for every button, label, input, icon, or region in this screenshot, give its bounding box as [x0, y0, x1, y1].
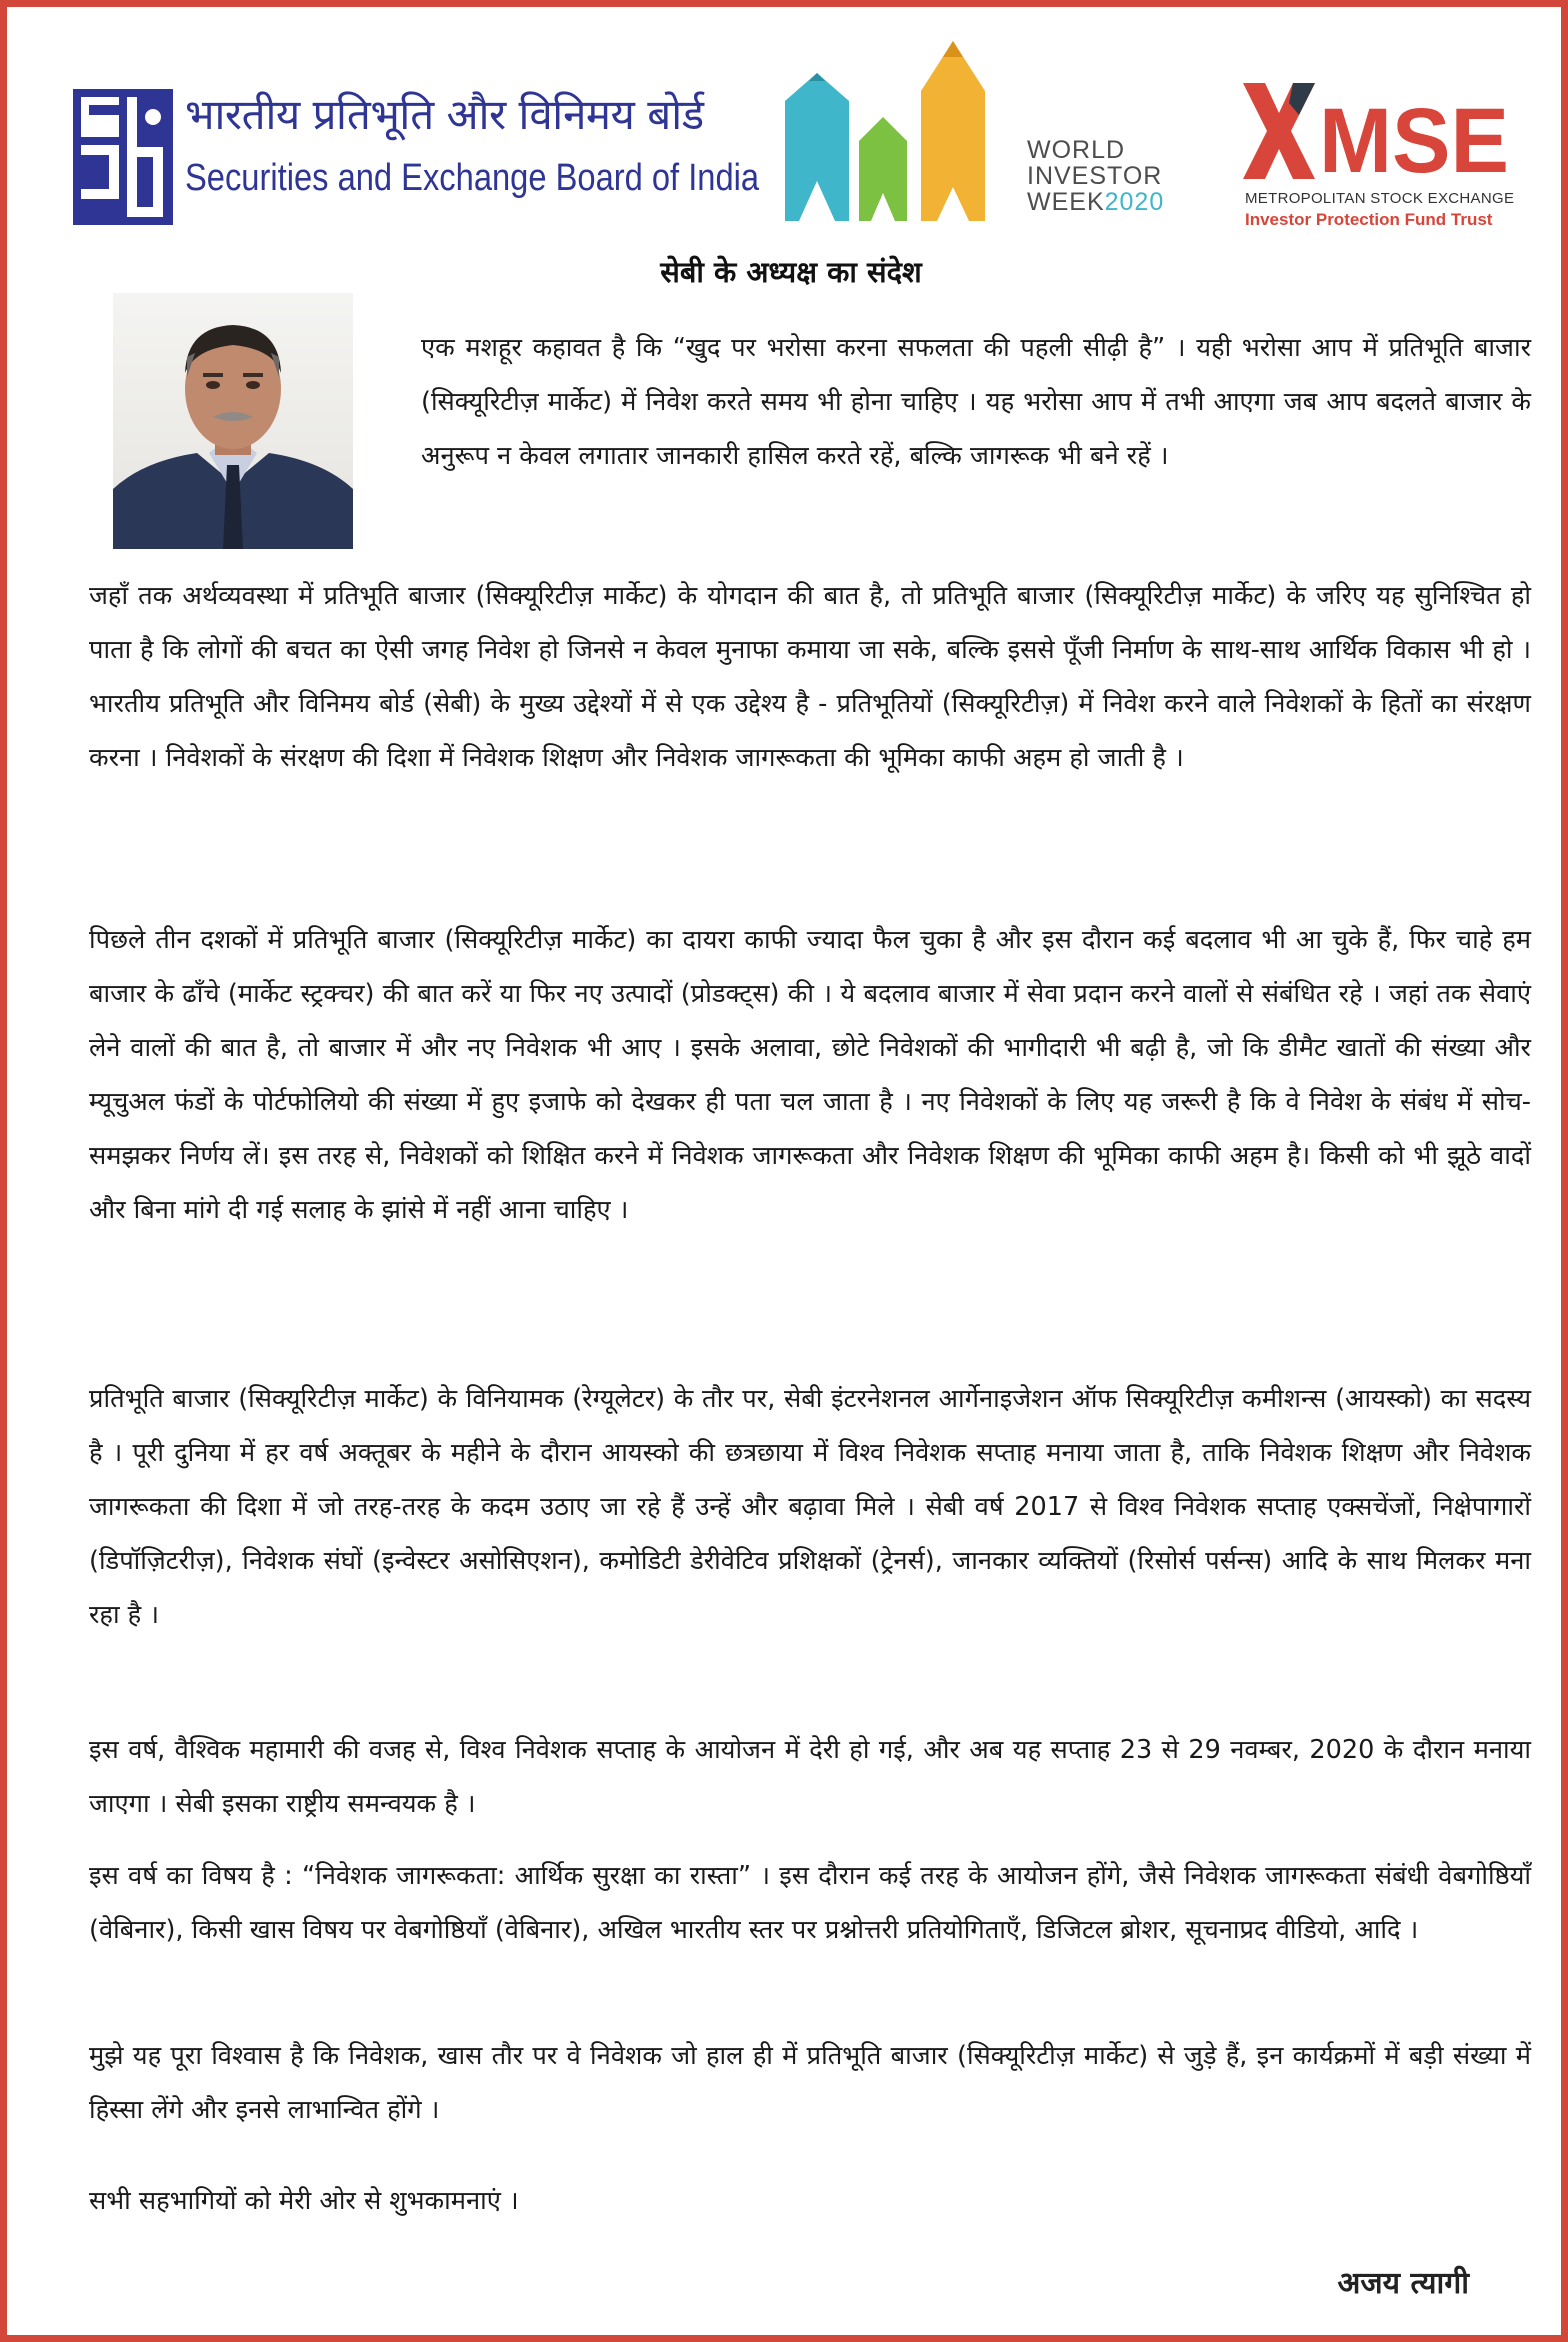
mse-logo-icon [1243, 79, 1513, 184]
mse-fund-trust: Investor Protection Fund Trust [1245, 210, 1493, 229]
page-title: सेबी के अध्यक्ष का संदेश [660, 255, 922, 289]
sebi-name [185, 87, 853, 203]
wiw-year: 2020 [1104, 188, 1165, 216]
wiw-line-2: INVESTOR [1027, 162, 1163, 190]
world-investor-week-text [1027, 137, 1164, 215]
message-paragraph-3: पिछले तीन दशकों में प्रतिभूति बाजार (सिक्यूरिटीज़ मार्केट) का दायरा काफी ज्यादा फैल चुका है और इस दौरान कई बदलाव भी आ चुके हैं, फिर चाहे हम बाजार के ढाँचे (मार्केट स्ट्रक्चर) की बात करें या फिर नए उत्पादों (प्रोडक्ट्स) की । ये बदलाव बाजार में सेवा प्रदान करने वालों से संबंधित रहे । जहां तक सेवाएं लेने वालों की बात है, तो बाजार में और नए निवेशक भी आए । इसके अलावा, छोटे निवेशकों की भागीदारी भी बढ़ी है, जो कि डीमैट खातों की संख्या और म्यूचुअल फंडों के पोर्टफोलियो की संख्या में हुए इजाफे को देखकर ही पता चल जाता है । नए निवेशकों के लिए यह जरूरी है कि वे निवेश के संबंध में सोच-समझकर निर्णय लें। इस तरह से, निवेशकों को शिक्षित करने में निवेशक जागरूकता और निवेशक शिक्षण की भूमिका काफी अहम है। किसी को भी झूठे वादों और बिना मांगे दी गई सलाह के झांसे में नहीं आना चाहिए । [89, 925, 1531, 1225]
sebi-name-hindi: भारतीय प्रतिभूति और विनिमय बोर्ड [185, 90, 704, 139]
world-investor-week-logo-icon [779, 31, 1024, 221]
message-paragraph-5: इस वर्ष, वैश्विक महामारी की वजह से, विश्व निवेशक सप्ताह के आयोजन में देरी हो गई, और अब यह सप्ताह 23 से 29 नवम्बर, 2020 के दौरान मनाया जाएगा । सेबी इसका राष्ट्रीय समन्वयक है । [89, 1735, 1531, 1819]
signature-name: अजय त्यागी [1337, 2266, 1469, 2301]
message-paragraph-6: इस वर्ष का विषय है : “निवेशक जागरूकता: आर्थिक सुरक्षा का रास्ता” । इस दौरान कई तरह के आयोजन होंगे, जैसे निवेशक जागरूकता संबंधी वेबगोष्ठियाँ (वेबिनार), किसी खास विषय पर वेबगोष्ठियाँ (वेबिनार), अखिल भारतीय स्तर पर प्रश्नोत्तरी प्रतियोगिताएँ, डिजिटल ब्रोशर, सूचनाप्रद वीडियो, आदि । [89, 1861, 1531, 1945]
message-paragraph-7: मुझे यह पूरा विश्वास है कि निवेशक, खास तौर पर वे निवेशक जो हाल ही में प्रतिभूति बाजार (सिक्यूरिटीज़ मार्केट) से जुड़े हैं, इन कार्यक्रमों में बड़ी संख्या में हिस्सा लेंगे और इनसे लाभान्वित होंगे । [89, 2041, 1531, 2125]
sebi-name-english: Securities and Exchange Board of India [185, 157, 760, 199]
message-paragraph-4: प्रतिभूति बाजार (सिक्यूरिटीज़ मार्केट) के विनियामक (रेग्यूलेटर) के तौर पर, सेबी इंटरनेशनल आर्गेनाइजेशन ऑफ सिक्यूरिटीज़ कमीशन्स (आयस्को) का सदस्य है । पूरी दुनिया में हर वर्ष अक्तूबर के महीने के दौरान आयस्को की छत्रछाया में विश्व निवेशक सप्ताह मनाया जाता है, ताकि निवेशक शिक्षण और निवेशक जागरूकता की दिशा में जो तरह-तरह के कदम उठाए जा रहे हैं उन्हें और बढ़ावा मिले । सेबी वर्ष 2017 से विश्व निवेशक सप्ताह एक्सचेंजों, निक्षेपागारों (डिपॉज़िटरीज़), निवेशक संघों (इन्वेस्टर असोसिएशन), कमोडिटी डेरीवेटिव प्रशिक्षकों (ट्रेनर्स), जानकार व्यक्तियों (रिसोर्स पर्सन्स) आदि के साथ मिलकर मना रहा है । [89, 1384, 1531, 1630]
mse-fullname: METROPOLITAN STOCK EXCHANGE [1245, 190, 1515, 207]
wiw-line-1: WORLD [1027, 136, 1126, 164]
wiw-line-3: WEEK [1027, 188, 1105, 216]
message-paragraph-2: जहाँ तक अर्थव्यवस्था में प्रतिभूति बाजार (सिक्यूरिटीज़ मार्केट) के योगदान की बात है, तो प्रतिभूति बाजार (सिक्यूरिटीज़ मार्केट) के जरिए यह सुनिश्चित हो पाता है कि लोगों की बचत का ऐसी जगह निवेश हो जिनसे न केवल मुनाफा कमाया जा सके, बल्कि इससे पूँजी निर्माण के साथ-साथ आर्थिक विकास भी हो । भारतीय प्रतिभूति और विनिमय बोर्ड (सेबी) के मुख्य उद्देश्यों में से एक उद्देश्य है - प्रतिभूतियों (सिक्यूरिटीज़) में निवेश करने वाले निवेशकों के हितों का संरक्षण करना । निवेशकों के संरक्षण की दिशा में निवेशक शिक्षण और निवेशक जागरूकता की भूमिका काफी अहम हो जाती है । [89, 581, 1531, 773]
chairman-photo [113, 293, 353, 549]
message-paragraph-1: एक मशहूर कहावत है कि “खुद पर भरोसा करना सफलता की पहली सीढ़ी है” । यही भरोसा आप में प्रतिभूति बाजार (सिक्यूरिटीज़ मार्केट) में निवेश करते समय भी होना चाहिए । यह भरोसा आप में तभी आएगा जब आप बदलते बाजार के अनुरूप न केवल लगातार जानकारी हासिल करते रहें, बल्कि जागरूक भी बने रहें । [421, 333, 1531, 471]
sebi-logo-icon [71, 87, 175, 227]
mse-wordmark: MSE [1319, 90, 1509, 184]
message-paragraph-8: सभी सहभागियों को मेरी ओर से शुभकामनाएं । [89, 2186, 519, 2216]
